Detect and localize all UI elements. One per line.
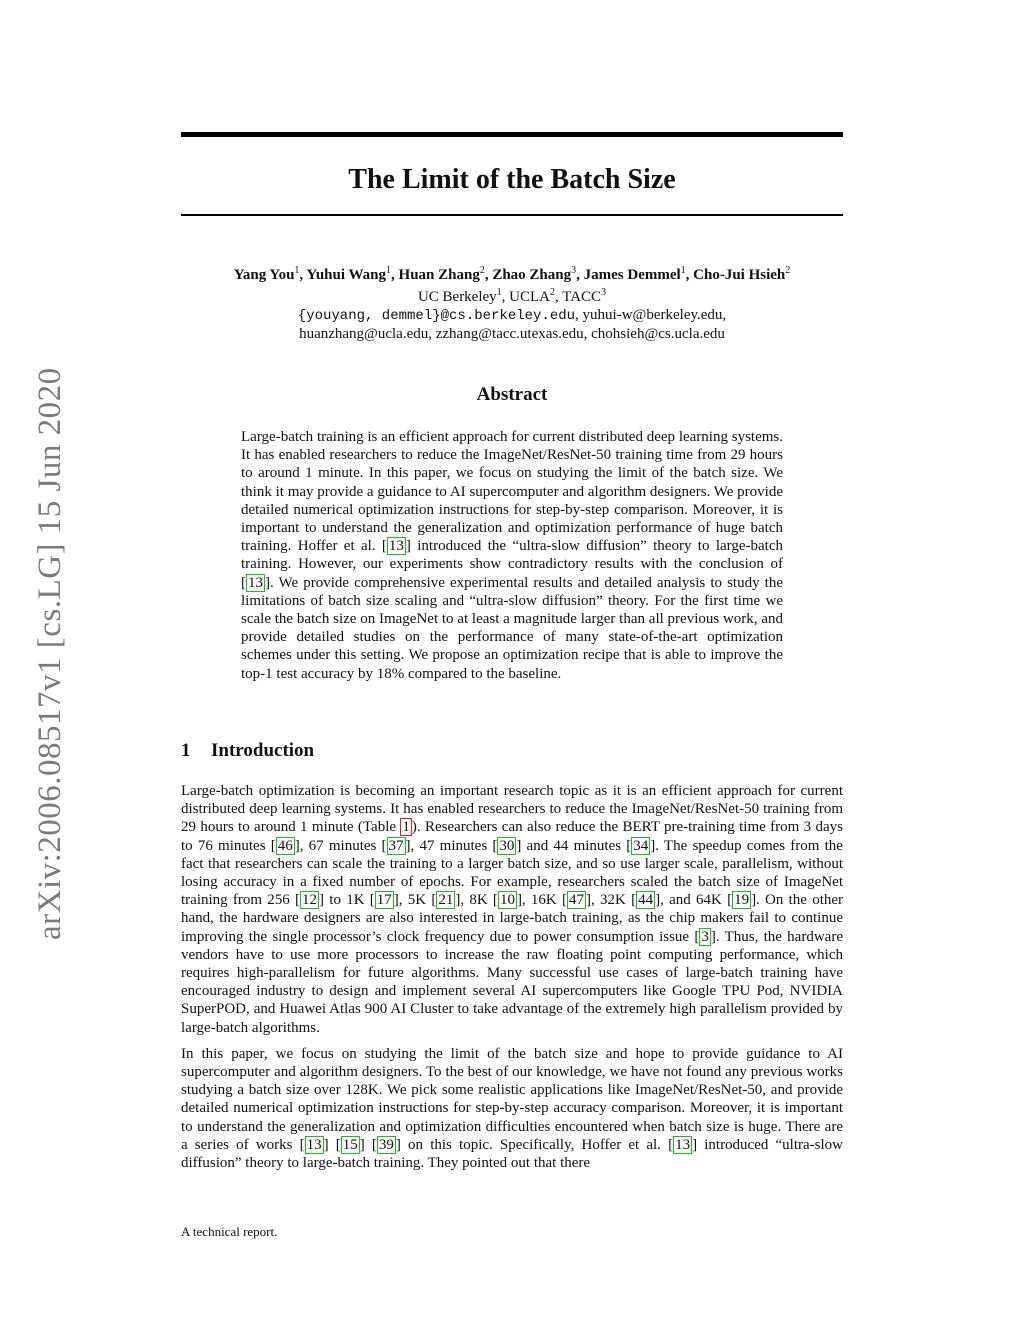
affiliation-name: UCLA <box>509 289 551 305</box>
citation-link[interactable]: 3 <box>701 928 709 945</box>
title-top-rule <box>181 132 843 137</box>
text-run: ]. Thus, the hardware vendors have to use more processors to increase the raw floating point computing performance, which requires high-parallelism for future algorithms. Many successful use cases of large-batch training have encouraged industry to design and implement several AI supercomputers like Google TPU Pod, NVIDIA SuperPOD, and Huawei Atlas 900 AI Cluster to take advantage of the extremely high parallelism provided by large-batch algorithms. <box>181 928 843 1036</box>
text-run: In this paper, we focus on studying the limit of the batch size and hope to provide guidance to AI supercomputer and algorithm designers. To the best of our knowledge, we have not found any previous works studying a batch size over 128K. We pick some realistic applications like ImageNet/ResNet-50, and provide detailed numerical optimization instructions for step-by-step accuracy comparison. Moreover, it is important to understand the generalization and optimization difficulties encountered when batch size is huge. There are a series of works [ <box>181 1045 843 1153</box>
author-affiliation-mark: 1 <box>386 265 392 276</box>
citation-link[interactable]: 15 <box>342 1136 358 1153</box>
text-run: ] [ <box>323 1136 341 1153</box>
affiliations: UC Berkeley$^1$, UCLA$^2$, TACC$^3$ <box>417 287 607 305</box>
abstract-text-part: ] introduced the “ultra-slow diffusion” theory to large-batch training. However, our experiments show contradictory results with the conclusion of [ <box>241 538 783 591</box>
paragraph <box>181 782 843 1037</box>
text-run: ]. On the other hand, the hardware designers are also interested in large-batch training, as the chip makers fail to continue improving the single processor’s clock frequency due to power consumption issue [ <box>181 892 844 945</box>
section-heading-introduction <box>181 740 314 762</box>
affiliation-name: UC Berkeley <box>417 289 497 305</box>
text-run: ). Researchers can also reduce the BERT pre-training time from 3 days to 76 minutes [ <box>181 819 843 854</box>
author-block <box>181 262 843 343</box>
emails-line-2: huanzhang@ucla.edu, zzhang@tacc.utexas.edu, chohsieh@cs.ucla.edu <box>299 326 725 342</box>
arxiv-stamp: arXiv:2006.08517v1 [cs.LG] 15 Jun 2020 <box>32 367 68 940</box>
citation-link[interactable]: 13 <box>388 538 404 555</box>
citation-link[interactable]: 13 <box>248 574 263 591</box>
citation-link[interactable]: 46 <box>277 837 293 854</box>
section-title: Introduction <box>211 740 315 761</box>
author-affiliation-mark: 1 <box>680 265 686 276</box>
paragraph <box>181 1045 843 1172</box>
abstract-text-part: ]. We provide comprehensive experimental results and detailed analysis to study the limitations of batch size scaling and “ultra-slow diffusion” theory. For the first time we scale the batch size on ImageNet to at least a magnitude larger than all previous work, and provide detailed studies on the performance of many state-of-the-art optimization schemes under this setting. We propose an optimization recipe that is able to improve the top-1 test accuracy by 18% compared to the baseline. <box>241 574 783 682</box>
citation-link[interactable]: 47 <box>569 892 585 909</box>
emails-line-1 <box>181 306 843 325</box>
text-run: ], 32K [ <box>586 892 637 909</box>
citation-link[interactable]: 13 <box>675 1136 691 1153</box>
citation-link[interactable]: 44 <box>638 892 654 909</box>
paper-title: The Limit of the Batch Size <box>348 164 676 195</box>
author-names: Yang You$^1$, Yuhui Wang$^1$, Huan Zhang$^2$, Zhao Zhang$^3$, James Demmel$^1$, Cho-Jui Hsieh$^2$ <box>233 265 791 283</box>
text-run: Large-batch optimization is becoming an important research topic as it is an efficient approach for current distributed deep learning systems. It has enabled researchers to reduce the ImageNet/ResNet-50 training from 29 hours to around 1 minute (Table <box>181 783 843 836</box>
author-name: Yang You <box>233 267 295 283</box>
author-affiliation-mark: 2 <box>479 265 485 276</box>
affiliation-name: TACC <box>562 289 602 305</box>
abstract-heading: Abstract <box>476 384 548 405</box>
abstract-text-part: Large-batch training is an efficient approach for current distributed deep learning systems. It has enabled researchers to reduce the ImageNet/ResNet-50 training time from 29 hours to around 1 minute. In this paper, we focus on studying the limit of the batch size. We think it may provide a guidance to AI supercomputer and algorithm designers. We provide detailed numerical optimization instructions for step-by-step comparison. Moreover, it is important to understand the generalization and optimization performance of huge batch training. Hoffer et al. [ <box>241 429 783 555</box>
author-name: Cho-Jui Hsieh <box>693 267 786 283</box>
text-run: ] to 1K [ <box>319 892 375 909</box>
text-run: ], 47 minutes [ <box>405 837 498 854</box>
author-name: Huan Zhang <box>398 267 480 283</box>
text-run: ] [ <box>359 1136 377 1153</box>
text-run: ], 8K [ <box>455 892 498 909</box>
citation-link[interactable]: 21 <box>438 892 454 909</box>
citation-link[interactable]: 37 <box>388 837 404 854</box>
text-run: ] introduced “ultra-slow diffusion” theory to large-batch training. They pointed out that there <box>181 1136 844 1172</box>
text-run: ], 16K [ <box>516 892 568 909</box>
abstract-text <box>241 428 783 683</box>
author-name: James Demmel <box>583 267 681 283</box>
citation-link[interactable]: 17 <box>376 892 392 909</box>
email-berkeley: , yuhui-w@berkeley.edu, <box>575 307 727 323</box>
table-reference-link[interactable]: 1 <box>402 819 410 836</box>
citation-link[interactable]: 30 <box>499 837 515 854</box>
citation-link[interactable]: 13 <box>306 1136 322 1153</box>
title-bottom-rule <box>181 214 843 216</box>
footnote: A technical report. <box>181 1224 278 1239</box>
introduction-body <box>181 782 843 1180</box>
text-run: ], and 64K [ <box>655 892 733 909</box>
author-affiliation-mark: 1 <box>294 265 300 276</box>
affiliation-mark: 2 <box>550 287 556 298</box>
citation-link[interactable]: 39 <box>378 1136 394 1153</box>
affiliation-mark: 3 <box>601 287 607 298</box>
author-affiliation-mark: 3 <box>571 265 577 276</box>
citation-link[interactable]: 19 <box>734 892 750 909</box>
citation-link[interactable]: 10 <box>499 892 515 909</box>
author-name: Yuhui Wang <box>306 267 387 283</box>
text-run: ], 5K [ <box>393 892 437 909</box>
affiliation-mark: 1 <box>496 287 502 298</box>
citation-link[interactable]: 12 <box>302 892 318 909</box>
text-run: ] on this topic. Specifically, Hoffer et al. [ <box>395 1136 674 1153</box>
section-number: 1 <box>181 740 191 761</box>
text-run: ]. The speedup comes from the fact that researchers can scale the training to a larger batch size, and so use larger scale, parallelism, without losing accuracy in a fixed number of epochs. For example, researchers scaled the batch size of ImageNet training from 256 [ <box>181 837 843 909</box>
citation-link[interactable]: 34 <box>633 837 649 854</box>
text-run: ] and 44 minutes [ <box>516 837 632 854</box>
author-affiliation-mark: 2 <box>785 265 791 276</box>
email-group-berkeley-cs: {youyang, demmel}@cs.berkeley.edu <box>297 308 576 324</box>
author-name: Zhao Zhang <box>492 267 572 283</box>
text-run: ], 67 minutes [ <box>294 837 387 854</box>
